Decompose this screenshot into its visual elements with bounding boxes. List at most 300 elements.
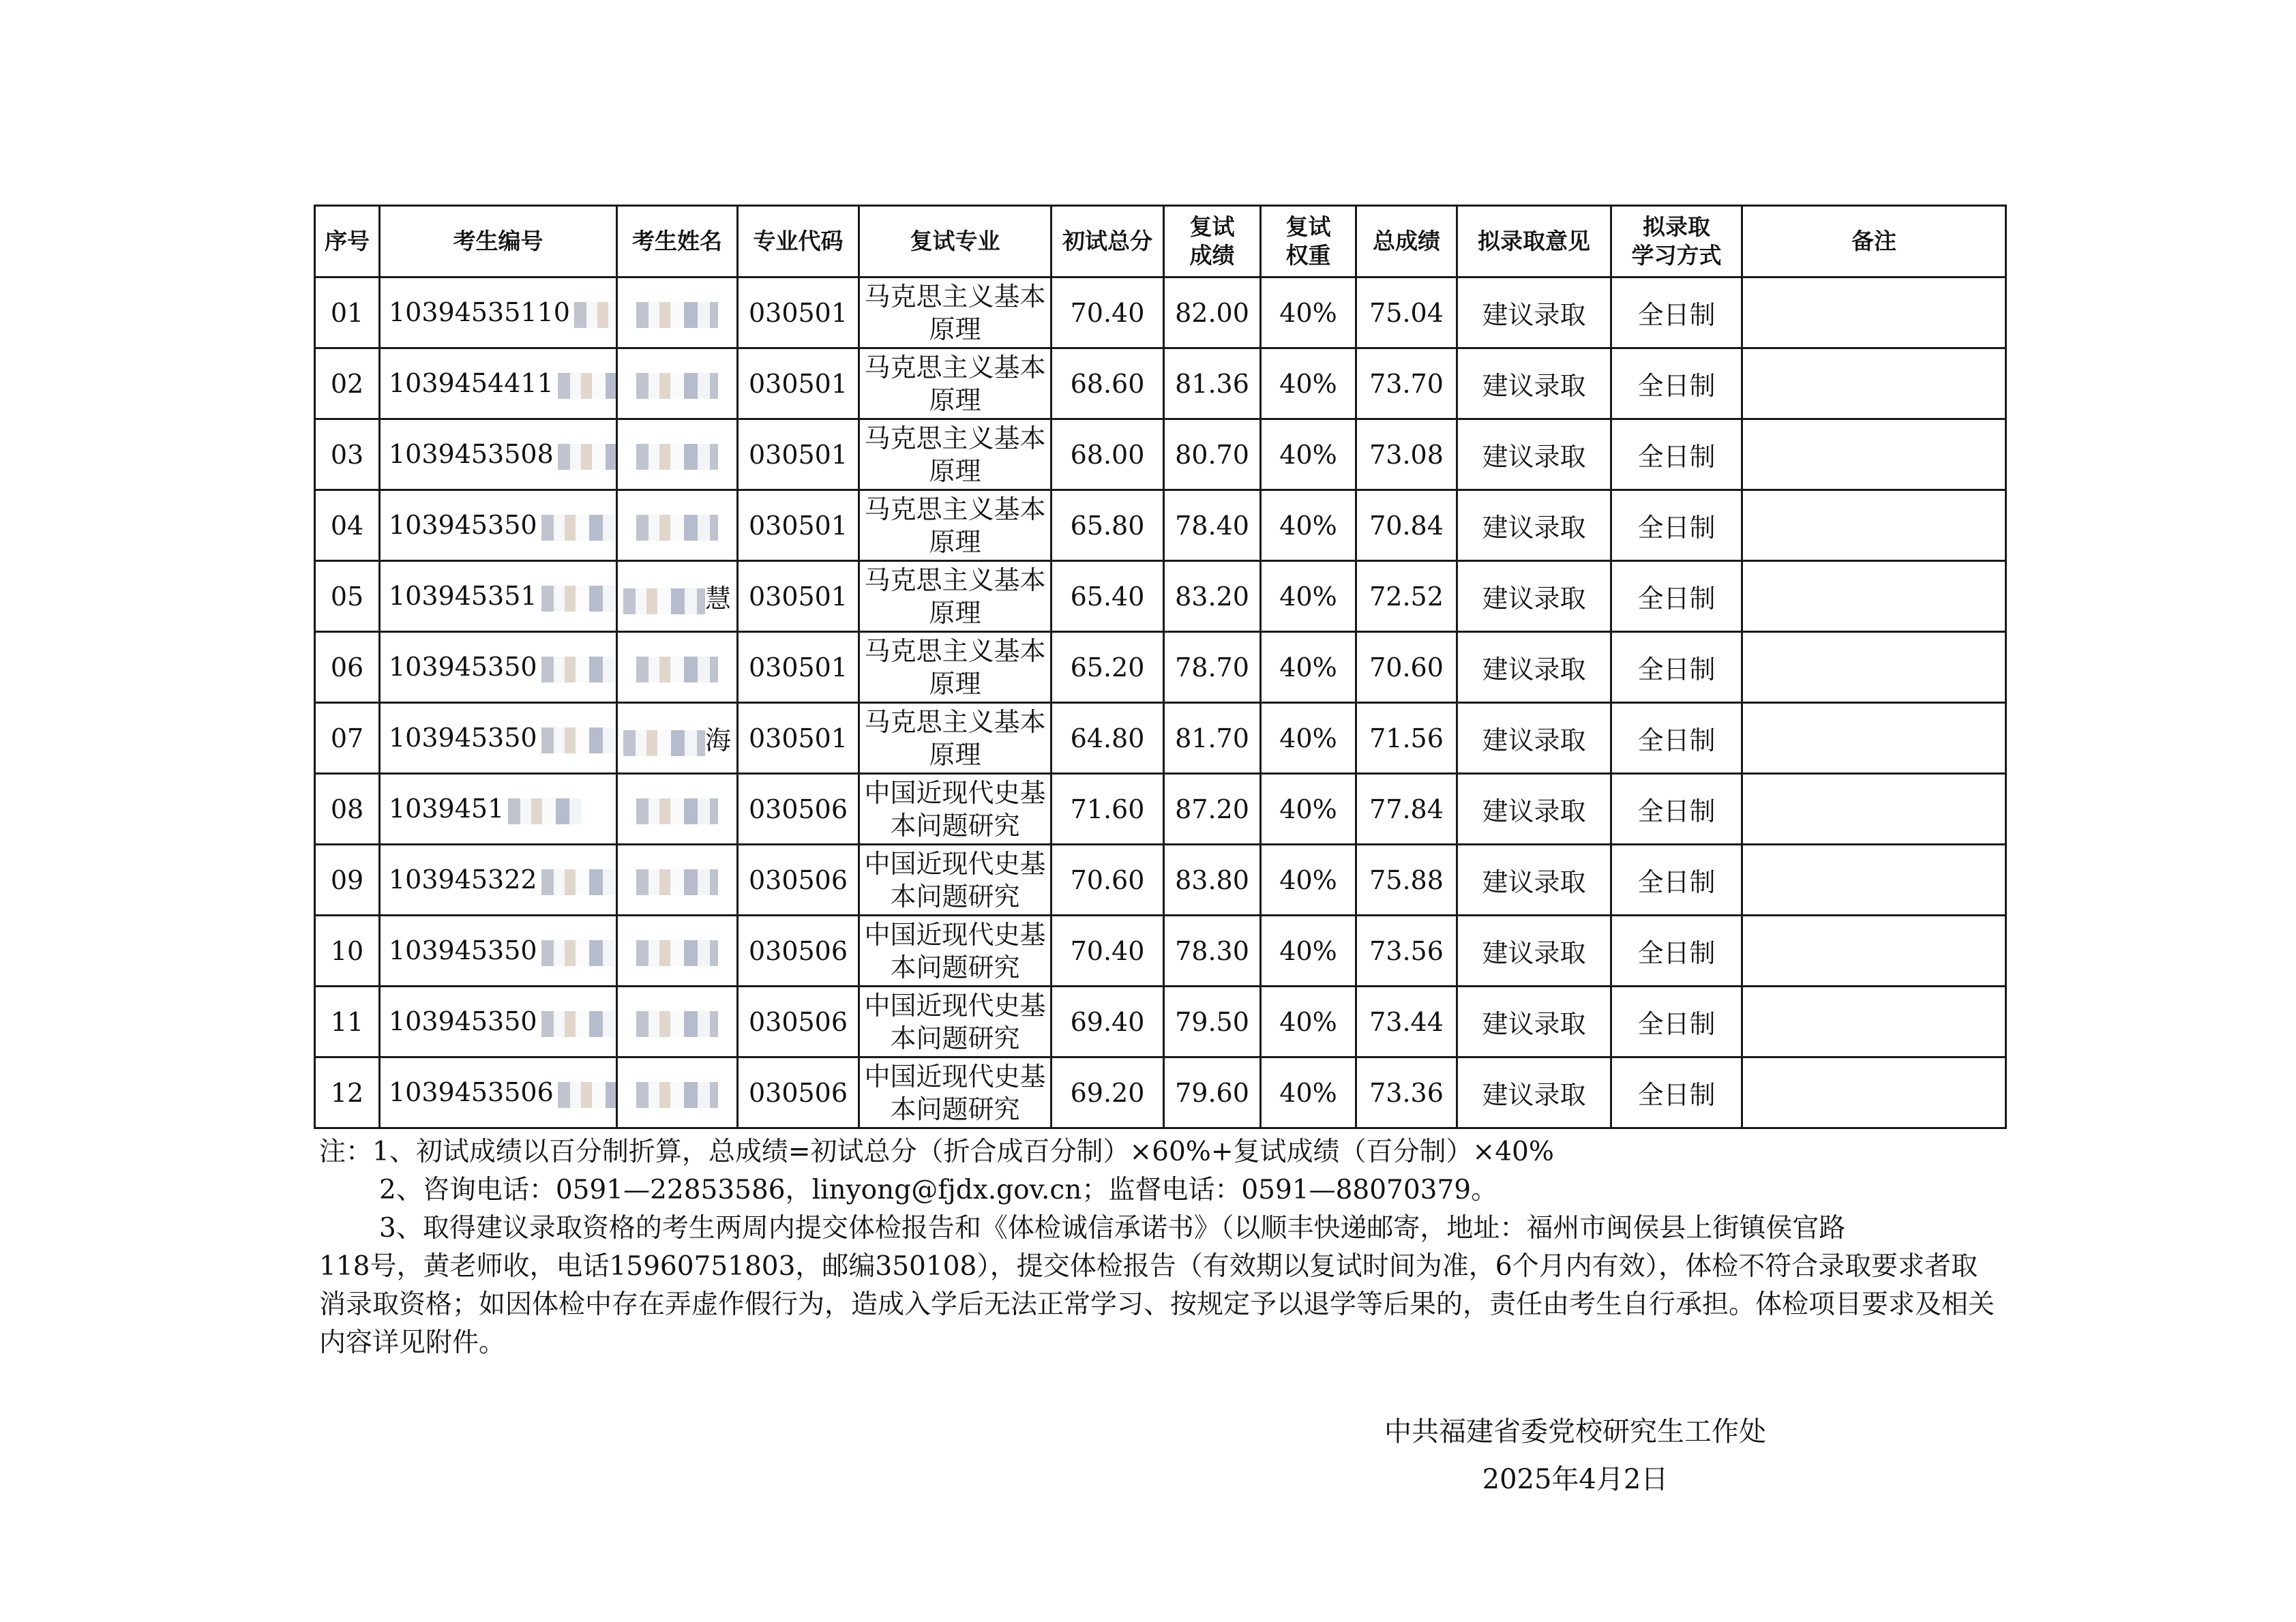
retest-score-text: 83.20 [1175,581,1249,612]
total-score-text: 72.52 [1369,581,1444,612]
remark-cell [1742,987,2006,1057]
admission-opinion-text: 建议录取 [1482,584,1586,614]
redaction-mosaic [636,869,718,895]
redaction-mosaic [541,657,615,682]
major-name-cell [859,419,1052,490]
seq-text: 05 [330,581,364,612]
admission-opinion-cell [1457,845,1611,916]
candidate-name-cell [617,987,738,1057]
major-name-cell [859,987,1052,1057]
admission-opinion-text: 建议录取 [1482,1009,1586,1039]
retest-score-cell [1164,987,1261,1057]
remark-cell [1742,561,2006,632]
total-score-cell [1356,490,1457,561]
study-mode-cell [1611,845,1742,916]
seq-cell [315,987,380,1057]
candidate-name-cell [617,632,738,703]
candidate-id-cell [380,845,617,916]
retest-score-cell [1164,419,1261,490]
total-score-text: 70.84 [1369,510,1444,541]
candidate-id-cell [380,561,617,632]
candidate-id-text: 1039453508 [389,439,554,470]
retest-score-cell [1164,703,1261,774]
major-name-text: 马克思主义基本原理 [864,423,1046,486]
admission-opinion-text: 建议录取 [1482,938,1586,968]
initial-score-text: 64.80 [1070,723,1145,753]
retest-score-text: 80.70 [1175,439,1249,470]
study-mode-cell [1611,561,1742,632]
major-code-cell [738,632,859,703]
note-3-rest: 118号，黄老师收，电话15960751803，邮编350108），提交体检报告（有效期以复试时间为准，6个月内有效），体检不符合录取要求者取消录取资格；如因体检中存在弄虚作假行为，造成入学后无法正常学习、按规定予以退学等后果的，责任由考生自行承担。体检项目要求及相关内容详见附件。 [319,1251,1995,1358]
header-row [315,206,2006,277]
retest-score-text: 78.40 [1175,510,1249,541]
candidate-name-text: 海 [704,725,731,755]
admission-opinion-cell [1457,703,1611,774]
seq-cell [315,348,380,419]
major-name-text: 中国近现代史基本问题研究 [864,848,1046,912]
total-score-text: 73.70 [1369,368,1444,399]
remark-cell [1742,490,2006,561]
header-cell [1164,206,1261,277]
seq-text: 06 [330,652,364,682]
header-cell-line: 复试 [1189,213,1235,240]
seq-text: 01 [330,297,364,328]
retest-score-cell [1164,348,1261,419]
major-code-text: 030501 [748,581,848,612]
seq-cell [315,916,380,987]
total-score-text: 75.88 [1369,865,1444,895]
retest-weight-text: 40% [1279,1006,1337,1037]
initial-score-text: 68.00 [1070,439,1145,470]
candidate-id-cell [380,490,617,561]
admission-opinion-text: 建议录取 [1482,1080,1586,1110]
candidate-id-text: 103945350 [389,723,537,753]
retest-score-cell [1164,277,1261,348]
header-cell: 拟录取意见 [1457,206,1611,277]
header-cell-line: 学习方式 [1631,242,1722,269]
candidate-id-text: 1039454411 [389,368,554,399]
major-code-cell [738,703,859,774]
study-mode-cell [1611,632,1742,703]
major-name-cell [859,632,1052,703]
remark-cell [1742,632,2006,703]
table-row [315,419,2006,490]
remark-cell [1742,1057,2006,1128]
table-row [315,490,2006,561]
admission-opinion-cell [1457,987,1611,1057]
major-name-cell [859,774,1052,845]
redaction-mosaic [636,373,718,399]
redaction-mosaic [558,444,617,470]
admission-opinion-cell [1457,632,1611,703]
header-cell: 考生姓名 [617,206,738,277]
candidate-id-cell [380,987,617,1057]
major-code-cell [738,987,859,1057]
candidate-id-cell [380,277,617,348]
header-cell: 复试专业 [859,206,1052,277]
total-score-cell [1356,703,1457,774]
candidate-id-text: 1039453506 [389,1077,554,1108]
major-code-cell [738,916,859,987]
retest-weight-text: 40% [1279,297,1337,328]
admission-opinion-text: 建议录取 [1482,300,1586,330]
remark-cell [1742,774,2006,845]
initial-score-cell [1052,774,1164,845]
major-name-text: 马克思主义基本原理 [864,635,1046,699]
admission-opinion-cell [1457,916,1611,987]
total-score-cell [1356,632,1457,703]
seq-cell [315,419,380,490]
initial-score-cell [1052,916,1164,987]
total-score-cell [1356,277,1457,348]
major-code-cell [738,348,859,419]
initial-score-cell [1052,490,1164,561]
retest-weight-text: 40% [1279,652,1337,682]
study-mode-text: 全日制 [1637,1080,1716,1110]
note-3-start: 3、取得建议录取资格的考生两周内提交体检报告和《体检诚信承诺书》（以顺丰快递邮寄，地址：福州市闽侯县上街镇侯官路 [379,1213,1846,1244]
major-code-text: 030501 [748,297,848,328]
header-cell: 备注 [1742,206,2006,277]
major-name-text: 马克思主义基本原理 [864,494,1046,557]
table-row [315,703,2006,774]
seq-cell [315,845,380,916]
redaction-mosaic [541,586,615,612]
study-mode-text: 全日制 [1637,300,1716,330]
initial-score-text: 70.60 [1070,865,1145,895]
admission-opinion-text: 建议录取 [1482,655,1586,685]
retest-score-text: 78.70 [1175,652,1249,682]
major-name-cell [859,277,1052,348]
total-score-text: 70.60 [1369,652,1444,682]
major-code-text: 030506 [748,794,848,824]
admission-opinion-cell [1457,774,1611,845]
initial-score-text: 68.60 [1070,368,1145,399]
study-mode-cell [1611,916,1742,987]
candidate-name-cell [617,845,738,916]
major-code-cell [738,419,859,490]
seq-text: 10 [330,935,364,966]
study-mode-cell [1611,1057,1742,1128]
initial-score-text: 65.20 [1070,652,1145,682]
admission-opinion-text: 建议录取 [1482,442,1586,472]
remark-cell [1742,916,2006,987]
seq-text: 04 [330,510,364,541]
candidate-name-cell [617,348,738,419]
major-name-cell [859,845,1052,916]
header-cell: 考生编号 [380,206,617,277]
retest-weight-cell [1261,987,1356,1057]
retest-weight-cell [1261,561,1356,632]
candidate-name-cell [617,277,738,348]
retest-weight-cell [1261,1057,1356,1128]
major-code-text: 030501 [748,723,848,753]
seq-text: 09 [330,865,364,895]
retest-weight-text: 40% [1279,510,1337,541]
retest-weight-cell [1261,419,1356,490]
initial-score-cell [1052,419,1164,490]
study-mode-text: 全日制 [1637,655,1716,685]
study-mode-cell [1611,987,1742,1057]
total-score-text: 77.84 [1369,794,1444,824]
remark-cell [1742,845,2006,916]
table-row [315,632,2006,703]
study-mode-text: 全日制 [1637,938,1716,968]
retest-weight-cell [1261,348,1356,419]
admission-opinion-text: 建议录取 [1482,796,1586,826]
seq-text: 07 [330,723,364,753]
note-1: 注：1、初试成绩以百分制折算，总成绩=初试总分（折合成百分制）×60%+复试成绩（百分制）×40% [319,1137,1554,1167]
issue-date: 2025年4月2日 [1482,1464,1669,1495]
major-code-text: 030501 [748,652,848,682]
retest-weight-cell [1261,703,1356,774]
total-score-text: 73.08 [1369,439,1444,470]
retest-score-cell [1164,845,1261,916]
initial-score-text: 71.60 [1070,794,1145,824]
major-code-cell [738,561,859,632]
total-score-cell [1356,419,1457,490]
study-mode-cell [1611,419,1742,490]
seq-text: 03 [330,439,364,470]
admission-opinion-text: 建议录取 [1482,725,1586,755]
initial-score-text: 69.20 [1070,1077,1145,1108]
retest-score-text: 79.60 [1175,1077,1249,1108]
total-score-cell [1356,987,1457,1057]
redaction-mosaic [508,798,582,824]
major-name-text: 中国近现代史基本问题研究 [864,777,1046,841]
header-cell: 总成绩 [1356,206,1457,277]
total-score-text: 75.04 [1369,297,1444,328]
initial-score-text: 65.80 [1070,510,1145,541]
signature-block [1360,1408,1790,1503]
candidate-id-text: 103945322 [389,865,537,895]
major-name-cell [859,703,1052,774]
candidate-name-cell [617,490,738,561]
admission-opinion-cell [1457,348,1611,419]
retest-score-text: 78.30 [1175,935,1249,966]
retest-weight-text: 40% [1279,865,1337,895]
retest-weight-text: 40% [1279,1077,1337,1108]
major-code-text: 030501 [748,510,848,541]
retest-score-cell [1164,774,1261,845]
redaction-mosaic [574,302,617,328]
study-mode-cell [1611,490,1742,561]
admission-opinion-text: 建议录取 [1482,867,1586,897]
header-cell-line: 拟录取 [1643,213,1710,240]
major-code-text: 030506 [748,935,848,966]
candidate-id-cell [380,348,617,419]
initial-score-cell [1052,987,1164,1057]
major-name-text: 马克思主义基本原理 [864,281,1046,344]
redaction-mosaic [623,730,705,756]
table-row [315,1057,2006,1128]
seq-text: 02 [330,368,364,399]
redaction-mosaic [636,444,718,470]
study-mode-text: 全日制 [1637,513,1716,543]
candidate-id-text: 103945350 [389,1006,537,1037]
initial-score-cell [1052,632,1164,703]
candidate-id-cell [380,703,617,774]
admission-opinion-text: 建议录取 [1482,513,1586,543]
major-code-text: 030506 [748,1077,848,1108]
total-score-cell [1356,348,1457,419]
total-score-text: 73.44 [1369,1006,1444,1037]
study-mode-text: 全日制 [1637,796,1716,826]
study-mode-cell [1611,774,1742,845]
seq-cell [315,703,380,774]
candidate-id-text: 103945350 [389,510,537,541]
table-row [315,348,2006,419]
admission-opinion-text: 建议录取 [1482,371,1586,401]
redaction-mosaic [636,798,718,824]
major-name-cell [859,916,1052,987]
redaction-mosaic [636,302,718,328]
major-name-cell [859,561,1052,632]
candidate-id-text: 1039451 [389,794,505,824]
major-name-text: 马克思主义基本原理 [864,352,1046,415]
redaction-mosaic [541,1011,615,1037]
header-cell: 专业代码 [738,206,859,277]
retest-score-text: 81.36 [1175,368,1249,399]
redaction-mosaic [636,657,718,682]
major-code-cell [738,845,859,916]
retest-score-cell [1164,490,1261,561]
candidate-id-text: 10394535110 [389,297,570,328]
initial-score-cell [1052,348,1164,419]
study-mode-cell [1611,277,1742,348]
retest-weight-text: 40% [1279,368,1337,399]
remark-cell [1742,277,2006,348]
header-cell [1611,206,1742,277]
admission-opinion-cell [1457,277,1611,348]
seq-cell [315,774,380,845]
initial-score-cell [1052,845,1164,916]
major-name-text: 中国近现代史基本问题研究 [864,1061,1046,1124]
retest-weight-text: 40% [1279,935,1337,966]
redaction-mosaic [558,1082,617,1108]
retest-weight-cell [1261,845,1356,916]
total-score-cell [1356,845,1457,916]
study-mode-text: 全日制 [1637,867,1716,897]
major-code-text: 030506 [748,865,848,895]
study-mode-text: 全日制 [1637,584,1716,614]
seq-text: 08 [330,794,364,824]
study-mode-cell [1611,703,1742,774]
notes [319,1133,2003,1362]
retest-weight-cell [1261,916,1356,987]
retest-score-text: 79.50 [1175,1006,1249,1037]
major-code-text: 030506 [748,1006,848,1037]
major-name-text: 马克思主义基本原理 [864,565,1046,628]
total-score-cell [1356,1057,1457,1128]
table-row [315,277,2006,348]
redaction-mosaic [636,940,718,966]
candidate-id-text: 103945350 [389,935,537,966]
initial-score-text: 70.40 [1070,297,1145,328]
header-cell: 初试总分 [1052,206,1164,277]
major-name-text: 马克思主义基本原理 [864,706,1046,770]
table-row [315,916,2006,987]
candidate-id-cell [380,419,617,490]
major-code-text: 030501 [748,439,848,470]
candidate-name-cell [617,561,738,632]
candidate-name-cell [617,916,738,987]
study-mode-text: 全日制 [1637,1009,1716,1039]
retest-score-text: 83.80 [1175,865,1249,895]
retest-score-text: 87.20 [1175,794,1249,824]
remark-cell [1742,348,2006,419]
header-cell-line: 成绩 [1189,242,1235,269]
study-mode-text: 全日制 [1637,725,1716,755]
major-name-cell [859,490,1052,561]
total-score-text: 71.56 [1369,723,1444,753]
study-mode-text: 全日制 [1637,442,1716,472]
retest-weight-cell [1261,277,1356,348]
candidate-name-cell [617,703,738,774]
remark-cell [1742,419,2006,490]
header-cell-line: 权重 [1285,242,1331,269]
major-code-cell [738,277,859,348]
seq-cell [315,277,380,348]
initial-score-cell [1052,703,1164,774]
retest-weight-cell [1261,490,1356,561]
retest-score-text: 82.00 [1175,297,1249,328]
retest-weight-cell [1261,632,1356,703]
retest-weight-text: 40% [1279,723,1337,753]
major-code-cell [738,490,859,561]
table-row [315,561,2006,632]
table-row [315,774,2006,845]
candidate-name-cell [617,774,738,845]
candidate-name-cell [617,419,738,490]
redaction-mosaic [541,727,615,753]
redaction-mosaic [623,588,705,614]
admission-opinion-cell [1457,490,1611,561]
seq-cell [315,490,380,561]
total-score-text: 73.36 [1369,1077,1444,1108]
table-row [315,845,2006,916]
admission-opinion-cell [1457,561,1611,632]
retest-weight-text: 40% [1279,439,1337,470]
header-cell [1261,206,1356,277]
initial-score-cell [1052,277,1164,348]
initial-score-text: 65.40 [1070,581,1145,612]
candidate-name-cell [617,1057,738,1128]
candidate-name-text: 慧 [704,584,731,614]
initial-score-text: 70.40 [1070,935,1145,966]
major-name-text: 中国近现代史基本问题研究 [864,919,1046,982]
candidate-id-text: 103945351 [389,581,537,612]
header-cell: 序号 [315,206,380,277]
retest-score-text: 81.70 [1175,723,1249,753]
major-code-cell [738,774,859,845]
initial-score-cell [1052,561,1164,632]
study-mode-text: 全日制 [1637,371,1716,401]
seq-cell [315,1057,380,1128]
major-name-text: 中国近现代史基本问题研究 [864,990,1046,1053]
redaction-mosaic [541,515,615,541]
redaction-mosaic [541,869,615,895]
seq-cell [315,561,380,632]
table-header [315,206,2006,277]
redaction-mosaic [636,1011,718,1037]
seq-cell [315,632,380,703]
study-mode-cell [1611,348,1742,419]
retest-weight-cell [1261,774,1356,845]
remark-cell [1742,703,2006,774]
redaction-mosaic [636,1082,718,1108]
seq-text: 12 [330,1077,364,1108]
redaction-mosaic [558,373,617,399]
